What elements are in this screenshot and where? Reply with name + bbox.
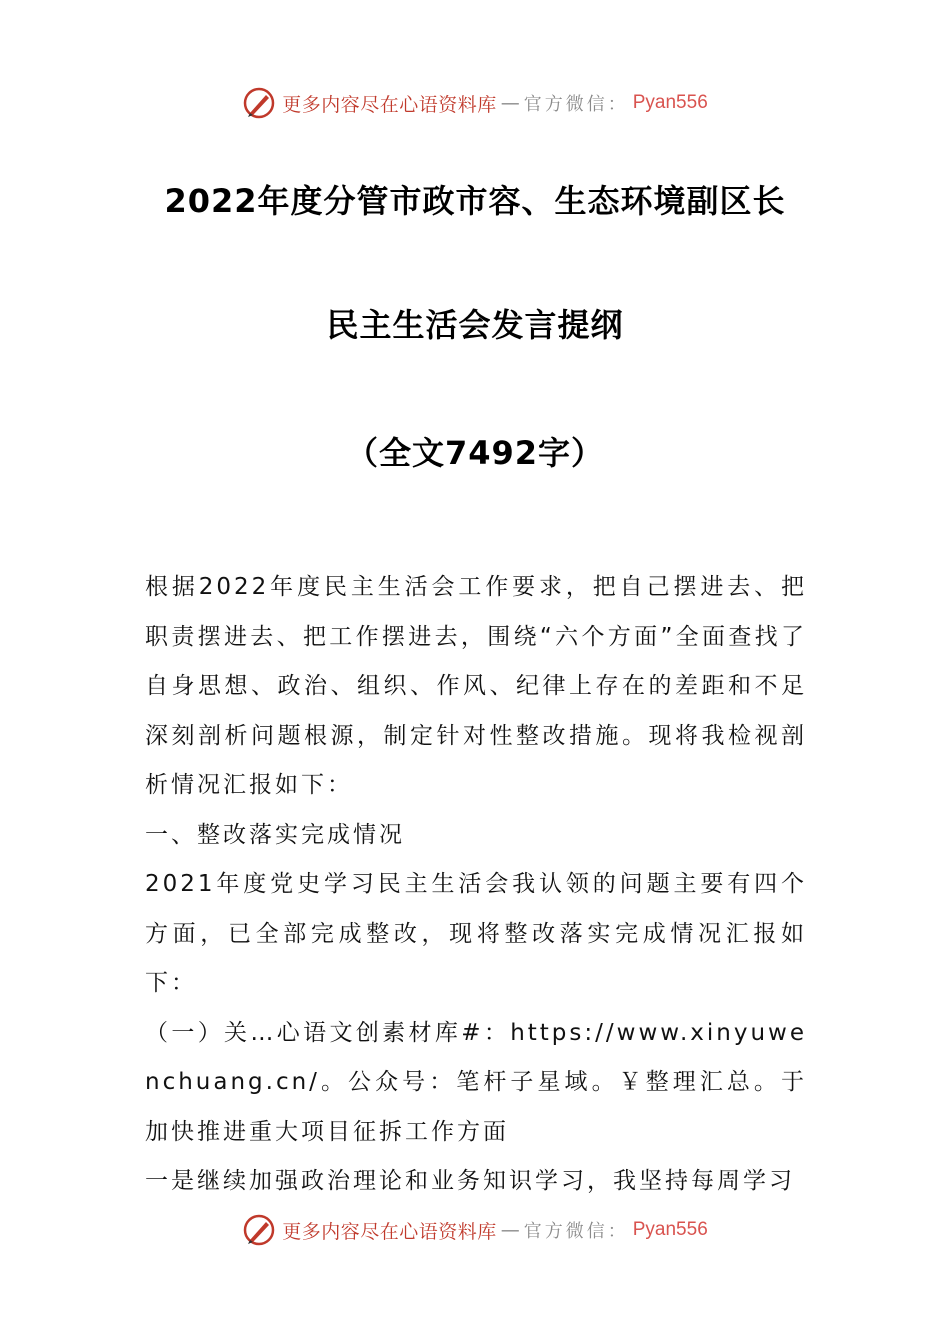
banner-sub-text: 官方微信：: [523, 94, 629, 115]
banner-sub-text: 官方微信：: [523, 1221, 629, 1242]
header-watermark-banner: [0, 78, 950, 128]
body-paragraph: 2021年度党史学习民主生活会我认领的问题主要有四个方面，已全部完成整改，现将整改落实完成情况汇报如下：: [145, 871, 807, 996]
document-word-count: （全文7492字）: [345, 434, 605, 472]
banner-main-text: 更多内容尽在心语资料库: [282, 1220, 497, 1243]
pen-logo-icon: [242, 86, 276, 120]
banner-wechat-id: Pyan556: [632, 92, 708, 113]
banner-separator: —: [500, 92, 520, 114]
section-heading: 一、整改落实完成情况: [145, 821, 405, 848]
pen-logo-icon: [242, 1213, 276, 1247]
subsection-paragraph: （一）关…心语文创素材库#：https://www.xinyuwenchuang.cn/。公众号：笔杆子星域。￥整理汇总。于加快推进重大项目征拆工作方面: [145, 1019, 807, 1145]
footer-watermark-banner: [0, 1205, 950, 1255]
banner-separator: —: [500, 1219, 520, 1241]
document-body: [145, 563, 807, 1207]
body-paragraph: 一是继续加强政治理论和业务知识学习，我坚持每周学习: [145, 1168, 795, 1194]
banner-main-text: 更多内容尽在心语资料库: [282, 93, 497, 116]
intro-paragraph: 根据2022年度民主生活会工作要求，把自己摆进去、把职责摆进去、把工作摆进去，围绕“六个方面”全面查找了自身思想、政治、组织、作风、纪律上存在的差距和不足深刻剖析问题根源，制定针对性整改措施。现将我检视剖析情况汇报如下：: [145, 574, 807, 798]
banner-wechat-id: Pyan556: [632, 1219, 708, 1240]
document-title-line-1: 2022年度分管市政市容、生态环境副区长: [164, 182, 786, 220]
document-title-line-2: 民主生活会发言提纲: [326, 306, 624, 344]
